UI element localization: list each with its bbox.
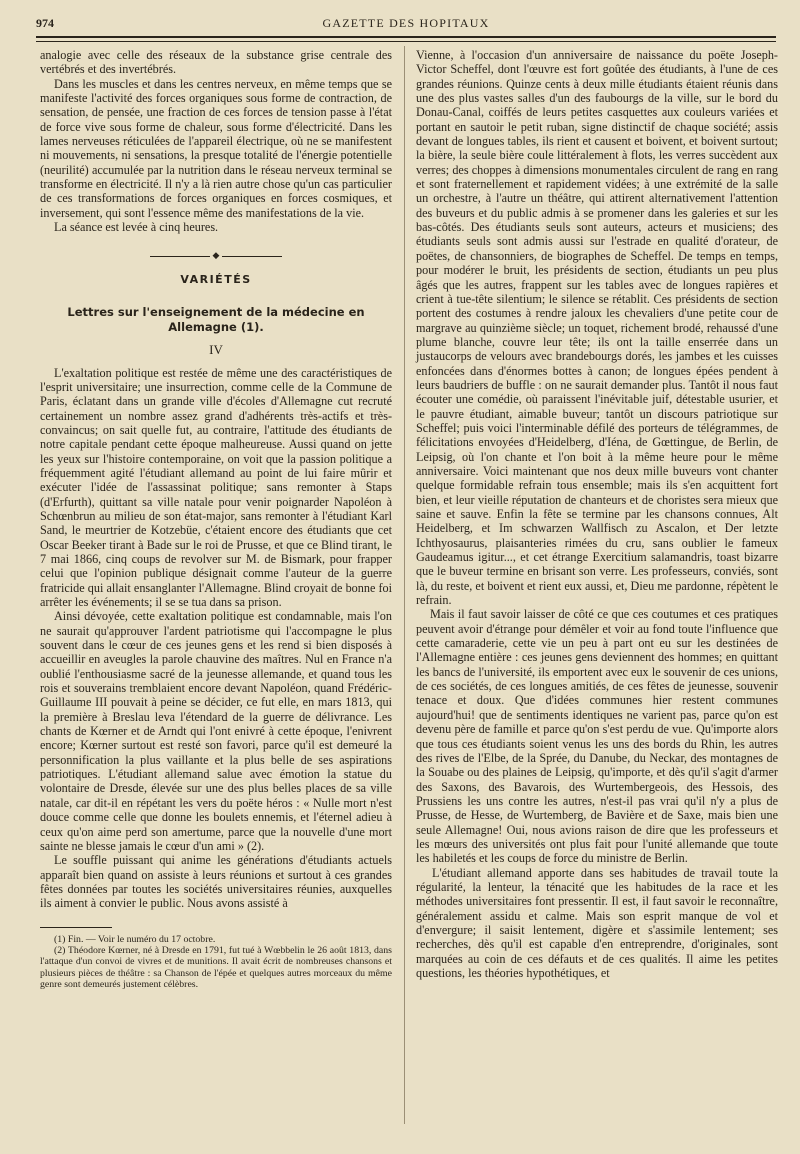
running-title: GAZETTE DES HOPITAUX bbox=[322, 16, 490, 30]
ornament-line bbox=[150, 256, 210, 257]
ornament-line bbox=[222, 256, 282, 257]
paragraph: Mais il faut savoir laisser de côté ce que ces coutumes et ces pratiques peuvent avoir d'étrange pour démêler et voir au fond toute l'influence que cette camaraderie, cette vie un peu à part ont eu sur les destinées de l'Allemagne entière : ces jeunes gens deviennent des hommes; en quittant les bancs de l'université, ils emportent avec eux le souvenir de ces unions, de ces sociétés, de ces longues amitiés, de ces fêtes de jeunesse, souvenir tenace et doux. Que d'idées communes hier restent communes aujourd'hui! que de sentiments identiques ne varient pas, parce qu'on est devenu père de famille et parce qu'on s'est perdu de vue. Qu'importe alors que tous ces étudiants soient venus les uns des bords du Rhin, les autres des rives de l'Elbe, de la Sprée, du Danube, du Neckar, des montagnes de la Souabe ou des plaines de Leipsig, qu'importe, et dès qu'il s'agit d'armer des Saxons, des Bavarois, des Wurtembergeois, des Hessois, des Prussiens les uns contre les autres, n'est-il pas vrai qu'il n'y a plus de Prusse, de Hesse, de Wurtemberg, de Bavière et de Saxe, mais bien une seule Allemagne! Oui, nous avions raison de dire que les professeurs et les mœurs des universités ont plus fait pour l'unité allemande que toute les habiletés et les coups de force du ministre de Berlin. bbox=[416, 607, 778, 866]
paragraph: La séance est levée à cinq heures. bbox=[54, 220, 219, 235]
paragraph: analogie avec celle des réseaux de la substance grise centrale des vertébrés et des invertébrés. bbox=[40, 48, 392, 77]
article-title-line: Allemagne (1). bbox=[168, 320, 264, 335]
paragraph: Le souffle puissant qui anime les générations d'étudiants actuels apparaît bien quand on assiste à leurs réunions et surtout à ces grandes fêtes données par toutes les sociétés universitaires réunies, auxquelles ils aiment à convier le public. Nous avons assisté à bbox=[40, 853, 392, 911]
footnote-rule bbox=[40, 927, 112, 928]
footnote: (1) Fin. — Voir le numéro du 17 octobre. bbox=[54, 933, 216, 945]
section-title: VARIÉTÉS bbox=[180, 272, 252, 286]
paragraph: Dans les muscles et dans les centres nerveux, en même temps que se manifeste l'activité des forces organiques sous forme de contraction, de sensation, de pensée, une fraction de ces forces de tension passe à l'état de force vive sous forme de chaleur, sous forme d'électricité. Dans les lames nerveuses réticulées de l'appareil électrique, où ne se manifestent ni mouvements, ni sensations, la presque totalité de l'énergie potentielle (neurilité) accumulée par la nutrition dans le réseau nerveux terminal se transforme en électricité. Il n'y a là rien autre chose qu'un cas particulier de ces transformations de forces organiques en forces cosmiques, et inversement, qui sont l'essence même des manifestations de la vie. bbox=[40, 76, 392, 220]
right-column bbox=[416, 48, 778, 980]
section-ornament bbox=[40, 248, 392, 262]
page-number: 974 bbox=[36, 16, 54, 30]
paragraph: Ainsi dévoyée, cette exaltation politique est condamnable, mais l'on ne saurait qu'approuver l'ardent patriotisme qui l'accompagne le plus souvent dans le cœur de ces jeunes gens et les rend si bien disposés à accueillir en aveugles la parole chauvine des maîtres. Nul en France n'a oublié l'enthousiasme sacré de la jeunesse allemande, et quand tous les rois et souverains tremblaient encore devant Napoléon, quand Frédéric-Guillaume III pouvait à peine se décider, ce fut elle, en mars 1813, qui la première à Breslau leva l'étendard de la guerre de délivrance. Les chants de Kœrner et de Arndt qui l'ont enivré à cette époque, l'enivrent encore; Kœrner surtout est resté son favori, parce qu'il est demeuré la personnification la plus vaillante et la plus belle de ses aspirations patriotiques. L'étudiant allemand salue avec émotion la statue du volontaire de Dresde, élevée sur une des plus belles places de sa ville natale, car dit-il en répétant les vers du poëte héros : « Nulle mort n'est douce comme celle que donne les boulets ennemis, et l'éternel adieu à ceux qu'on aime perd son amertume, parce que la nouvelle d'une mort sainte ne blesse jamais le cœur d'un ami » (2). bbox=[40, 609, 392, 853]
article-title bbox=[40, 305, 392, 335]
paragraph: Vienne, à l'occasion d'un anniversaire de naissance du poëte Joseph-Victor Scheffel, dont l'œuvre est fort goûtée des étudiants, à l'une de ces grandes réunions. Quinze cents à deux mille étudiants étaient réunis dans une des plus vastes salles d'un des faubourgs de la ville, sur le bord du Donau-Canal, coiffés de leurs petites casquettes aux couleurs variées et portant en sautoir le petit ruban, signe distinctif de chaque société; assis devant de longues tables, ils rient et causent et boivent, et boivent surtout; la bière, la seule bière coule littéralement à flots, les verres succèdent aux verres; des choppes à dimensions monumentales circulent de rang en rang et sont fraternellement et rapidement vidées; à une extrémité de la salle un orchestre, à l'autre un théâtre, qui attirent alternativement l'attention des buveurs et du public admis à se promener dans les galeries et sur les bas-côtés. Des étudiants seuls sont auteurs, acteurs et musiciens; des étudiants seuls sont admis aussi sur l'estrade en qualité d'orateur, de poëtes, de chansonniers, de biographes de Scheffel. De temps en temps, pour modérer le bruit, les présidents de section, étudiants un peu plus âgés que les autres, frappent sur les tables avec de longues rapières et crient à tue-tête silentium; le silence se rétablit. Ces présidents de section portent des costumes à rendre jaloux les chevaliers d'une petite cour de margrave au quinzième siècle; un toquet, richement brodé, rehaussé d'une plume blanche, couvre leur tête; ils ont la taille enserrée dans un justaucorps de velours avec brandebourgs dorés, les jambes et les cuisses enfoncées dans d'énormes bottes à canon; de longues épées pendent à leurs baudriers de buffle : on ne saurait demander plus. Tantôt il nous faut écouter une comédie, où paraissent l'inévitable juif, détestable usurier, et le pauvre étudiant, aimable buveur; tantôt un discours patriotique sur Scheffel; puis voici l'interminable défilé des porteurs de télégrammes, de félicitations envoyées d'Heidelberg, d'Iéna, de Gœttingue, de Berlin, de Leipsig, où l'on chante et l'on boit à la même heure pour le même anniversaire. Voici maintenant que nos deux mille buveurs vont chanter quelque formidable refrain tous ensemble; mais ils s'en acquittent fort bien, et leur vieille réputation de chanteurs et de choristes sera mieux que saine et sauve. Enfin la fête se termine par les chansons connues, Alt Heidelberg, et Im schwarzen Wallfisch zu Ascalon, et Der letzte Ichthyosaurus, plaisanteries rimées du cru, sans oublier le fameux Gaudeamus igitur..., et cet étrange Exercitium salamandris, toast bizarre que le buveur termine en brisant son verre. Les professeurs, conviés, sont là, du reste, et boivent et rient eux aussi, et, Dieu me pardonne, répètent le refrain. bbox=[416, 48, 778, 608]
header-rule bbox=[36, 36, 776, 42]
article-title-line: Lettres sur l'enseignement de la médecine en bbox=[67, 305, 365, 320]
paragraph: L'exaltation politique est restée de même une des caractéristiques de l'esprit universitaire; une insurrection, comme celle de la Commune de Paris, éclatant dans un grande ville d'écoles d'Allemagne cut recruté certainement un nombre assez grand d'adhérents très-actifs et très-convaincus; on sait quelle fut, au contraire, l'attitude des étudiants de notre capitale pendant cette époque malheureuse. Aussi quand on jette les yeux sur l'histoire contemporaine, on voit que la passion politique a fréquemment agité l'étudiant allemand au point de lui faire mûrir et exécuter l'idée de l'assassinat politique; sans remonter à Staps (d'Erfurth), quittant sa ville natale pour venir poignarder Napoléon à Schœnbrun au milieu de son état-major, sans remonter à l'étudiant Karl Sand, le meurtrier de Kotzebüe, c'étaient encore des étudiants que cet Oscar Beeker tirant à Bade sur le roi de Prusse, et que ce Blind tirant, le 7 mai 1866, cinq coups de revolver sur M. de Bismark, pour frapper celui que l'opinion publique désignait comme l'auteur de la guerre fratricide qui allait ensanglanter l'Allemagne. Blind croyait de bonne foi arrêter les événements; il se se tua dans sa prison. bbox=[40, 365, 392, 609]
column-divider bbox=[404, 46, 405, 1124]
left-column bbox=[40, 48, 392, 991]
ornament-diamond: ◆ bbox=[212, 250, 220, 261]
footnote: (2) Théodore Kœrner, né à Dresde en 1791, fut tué à Wœbbelin le 26 août 1813, dans l'attaque d'un convoi de vivres et de munitions. Il avait écrit de nombreuses chansons et plusieurs pièces de théâtre : sa Chanson de l'épée et quelques autres morceaux du même genre sont demeurés justement célèbres. bbox=[40, 944, 392, 991]
article-numeral: IV bbox=[209, 342, 223, 358]
paragraph: L'étudiant allemand apporte dans ses habitudes de travail toute la régularité, la lenteur, la ténacité que les habitudes de la race et les méthodes universitaires font pressentir. Il est, il faut savoir le reconnaître, généralement assidu et calme. Mais son esprit manque de vol et d'envergure; il saisit lentement, digère et s'assimile lentement; ses recherches, dès qu'il est capable d'en entreprendre, d'originales, sont marquées au coin de ces défauts et de ces qualités. Il aime les petites questions, les théories hypothétiques, et bbox=[416, 865, 778, 980]
